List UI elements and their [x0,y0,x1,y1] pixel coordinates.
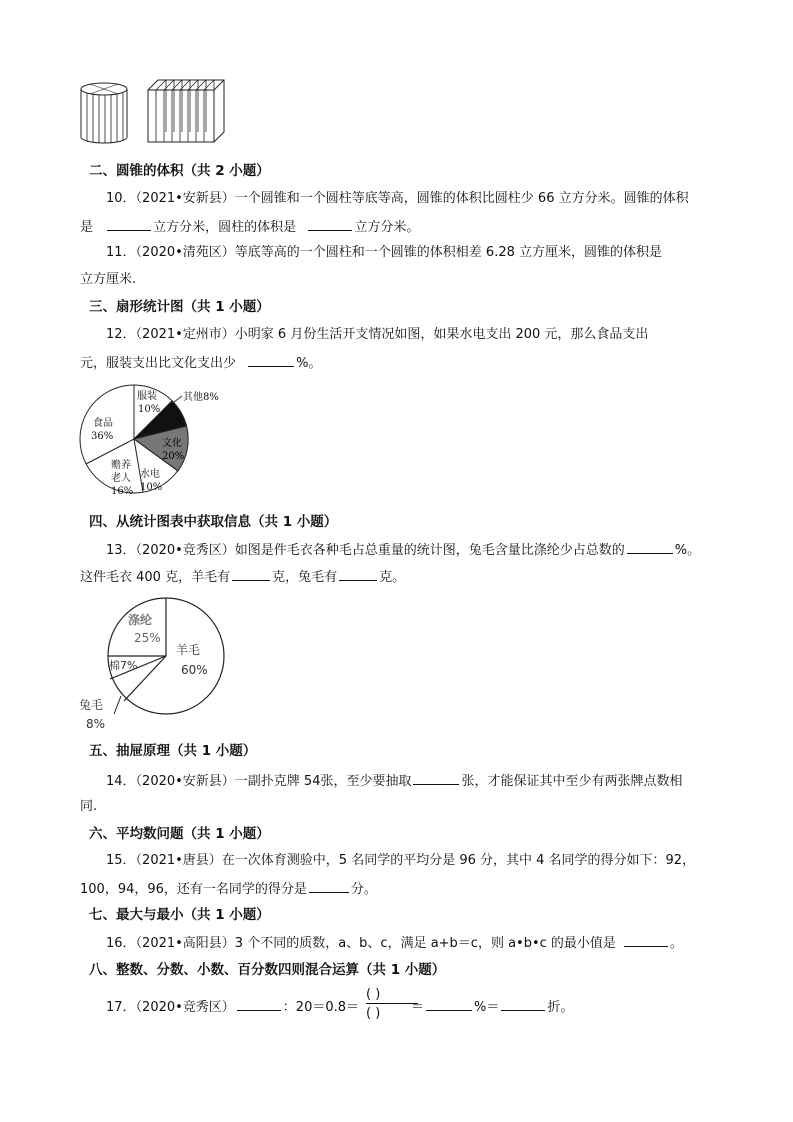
label-wool-pct: 60% [181,663,208,677]
answer-blank[interactable] [308,217,352,231]
label-culture: 文化 [162,438,182,449]
q11-line1: 11．（2020•清苑区）等底等高的一个圆柱和一个圆锥的体积相差 6.28 立方厘米，圆锥的体积是 [106,245,663,260]
q10-line2: 是 立方分米，圆柱的体积是 立方分米。 [80,217,720,237]
answer-blank[interactable] [232,567,270,581]
label-elder-1: 赡养 [111,460,131,471]
fraction-denominator[interactable]: ( ) [366,1006,381,1021]
label-utility-pct: 10% [140,482,163,493]
section-heading: 八、整数、分数、小数、百分数四则混合运算（共 1 小题） [89,962,446,978]
label-utility: 水电 [140,469,160,480]
section-heading: 二、圆锥的体积（共 2 小题） [89,163,270,179]
fraction-bar [366,1003,418,1004]
q11-line2: 立方厘米. [80,272,137,287]
sweater-pie-chart [76,596,226,736]
label-other: 其他8% [183,392,219,403]
answer-blank[interactable] [248,353,294,367]
prism-figure [144,78,228,144]
answer-blank[interactable] [237,997,281,1011]
answer-blank[interactable] [624,933,668,947]
q13-line2: 这件毛衣 400 克，羊毛有 克，兔毛有 克。 [80,567,720,587]
fraction-numerator[interactable]: ( ) [366,987,381,1002]
q14-line1: 14．（2020•安新县）一副扑克牌 54张，至少要抽取 张，才能保证其中至少有两张牌点数相 [106,771,720,791]
q17-line1: 17．（2020•竞秀区） ：20＝0.8＝ ＝ %＝ 折。 [106,997,720,1017]
q14-line2: 同. [80,799,98,814]
q15-line2: 100，94，96，还有一名同学的得分是 分。 [80,879,720,899]
label-rabbit: 兔毛 [79,698,104,712]
q15-line1: 15．（2021•唐县）在一次体育测验中，5 名同学的平均分是 96 分，其中 4 名同学的得分如下：92， [106,853,696,868]
q12-line2: 元，服装支出比文化支出少 %。 [80,353,720,373]
label-polyester: 涤纶 [128,613,153,627]
answer-blank[interactable] [501,997,545,1011]
section-heading: 三、扇形统计图（共 1 小题） [89,299,270,315]
section-heading: 五、抽屉原理（共 1 小题） [89,743,257,759]
q12-line1: 12．（2021•定州市）小明家 6 月份生活开支情况如图，如果水电支出 200 元，那么食品支出 [106,327,649,342]
answer-blank[interactable] [627,540,673,554]
q16-line1: 16．（2021•高阳县）3 个不同的质数，a、b、c，满足 a+b＝c，则 a•b•c 的最小值是 。 [106,933,720,953]
answer-blank[interactable] [309,879,349,893]
answer-blank[interactable] [339,567,377,581]
label-wool: 羊毛 [176,643,201,657]
label-rabbit-pct: 8% [86,717,106,731]
label-elder-2: 老人 [111,473,131,484]
section-heading: 四、从统计图表中获取信息（共 1 小题） [89,514,338,530]
label-cotton: 棉7% [109,659,138,672]
cylinder-figure [78,80,130,146]
q10-line1: 10．（2021•安新县）一个圆锥和一个圆柱等底等高，圆锥的体积比圆柱少 66 立方分米。圆锥的体积 [106,191,689,206]
label-clothing: 服装 [137,391,157,402]
answer-blank[interactable] [107,217,151,231]
label-food-pct: 36% [91,431,114,442]
label-elder-pct: 16% [111,486,134,497]
section-heading: 六、平均数问题（共 1 小题） [89,826,270,842]
label-food: 食品 [93,418,113,429]
label-clothing-pct: 10% [138,404,161,415]
answer-blank[interactable] [413,771,459,785]
section-heading: 七、最大与最小（共 1 小题） [89,907,270,923]
label-polyester-pct: 25% [134,631,161,645]
label-culture-pct: 20% [162,451,185,462]
q13-line1: 13．（2020•竞秀区）如图是件毛衣各种毛占总重量的统计图，兔毛含量比涤纶少占总数的 %。 [106,540,720,560]
answer-blank[interactable] [426,997,472,1011]
expense-pie-chart [76,380,226,506]
